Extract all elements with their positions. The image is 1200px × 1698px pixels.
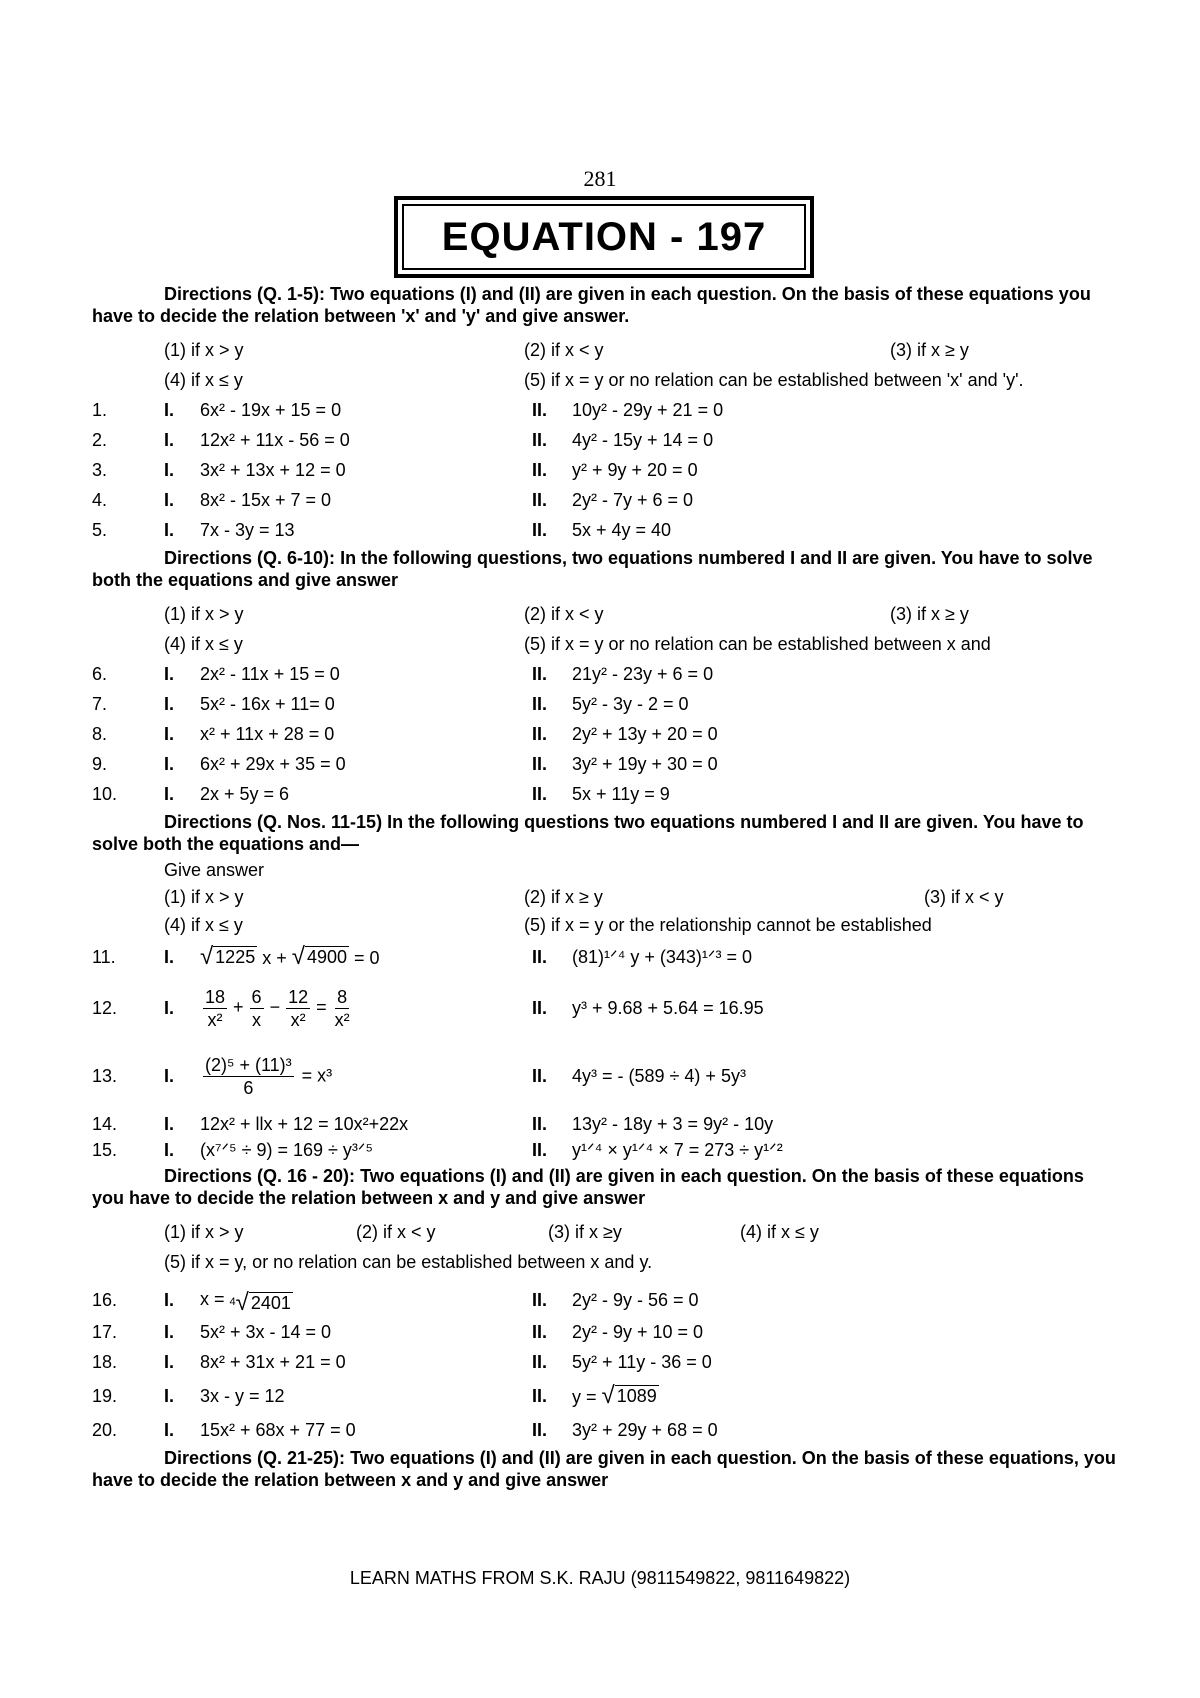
equation-i: 5x² + 3x - 14 = 0 — [200, 1322, 332, 1342]
numerator: 6 — [251, 986, 262, 1007]
option: (5) if x = y or no relation can be established between 'x' and 'y'. — [524, 370, 1024, 390]
equation-i: 5x² - 16x + 11= 0 — [200, 694, 335, 714]
denominator: 6 — [243, 1077, 254, 1098]
question-row — [92, 1317, 1118, 1347]
equation-i — [200, 1288, 532, 1316]
question-row — [92, 1377, 1118, 1415]
fraction — [250, 986, 264, 1031]
equation-i: 8x² - 15x + 7 = 0 — [200, 490, 332, 510]
label-ii: II. — [532, 1066, 548, 1086]
label-i: I. — [164, 400, 175, 420]
operator: − — [269, 996, 281, 1017]
option: (4) if x ≤ y — [164, 634, 243, 654]
option: (1) if x > y — [164, 1222, 244, 1242]
equation-ii: y² + 9y + 20 = 0 — [572, 460, 698, 480]
fraction — [333, 986, 352, 1031]
question-row — [92, 485, 1118, 515]
options-row — [92, 911, 1118, 939]
option: (5) if x = y, or no relation can be established between x and y. — [164, 1252, 653, 1272]
directions-label: Directions (Q. Nos. 11-15) — [164, 812, 383, 832]
square-root — [200, 942, 257, 970]
equation-i: 15x² + 68x + 77 = 0 — [200, 1420, 356, 1440]
label-i: I. — [164, 664, 175, 684]
question-number: 19. — [92, 1386, 118, 1406]
fraction — [203, 1054, 294, 1099]
options-row — [92, 599, 1118, 629]
operator: = — [316, 996, 327, 1017]
question-row — [92, 1415, 1118, 1445]
label-i: I. — [164, 694, 175, 714]
question-number: 7. — [92, 694, 108, 714]
operator: + — [233, 996, 244, 1017]
option: (2) if x < y — [524, 340, 604, 360]
denominator: x — [252, 1009, 262, 1030]
option: (4) if x ≤ y — [164, 370, 243, 390]
equation-ii: 3y² + 19y + 30 = 0 — [572, 754, 718, 774]
directions-q16-20 — [92, 1165, 1118, 1209]
label-i: I. — [164, 1420, 175, 1440]
equation-i: 6x² + 29x + 35 = 0 — [200, 754, 346, 774]
directions-q11-15 — [92, 811, 1118, 855]
question-number: 12. — [92, 998, 118, 1018]
denominator: x² — [290, 1009, 306, 1030]
label-i: I. — [164, 1114, 175, 1134]
radicand: 1089 — [616, 1385, 657, 1406]
equation-i: 8x² + 31x + 21 = 0 — [200, 1352, 346, 1372]
radicand: 1225 — [215, 946, 256, 967]
equation-ii: y¹ᐟ⁴ × y¹ᐟ⁴ × 7 = 273 ÷ y¹ᐟ² — [572, 1140, 783, 1160]
question-number: 18. — [92, 1352, 118, 1372]
equation-ii: 5x + 11y = 9 — [572, 784, 670, 804]
equation-i: 12x² + llx + 12 = 10x²+22x — [200, 1114, 409, 1134]
equation-ii: (81)¹ᐟ⁴ y + (343)¹ᐟ³ = 0 — [572, 947, 753, 967]
question-row — [92, 1041, 1118, 1111]
directions-label: Directions (Q. 21-25): — [164, 1448, 346, 1468]
equation-part: = 0 — [354, 947, 380, 968]
equation-i: 3x² + 13x + 12 = 0 — [200, 460, 346, 480]
directions-q1-5 — [92, 283, 1118, 327]
question-row — [92, 749, 1118, 779]
equation-ii: 3y² + 29y + 68 = 0 — [572, 1420, 718, 1440]
label-i: I. — [164, 998, 175, 1018]
option: (4) if x ≤ y — [164, 915, 243, 935]
equation-ii: 5y² - 3y - 2 = 0 — [572, 694, 689, 714]
question-number: 5. — [92, 520, 108, 540]
label-ii: II. — [532, 694, 548, 714]
radicand: 4900 — [306, 946, 347, 967]
equation-i — [200, 986, 532, 1031]
label-ii: II. — [532, 947, 548, 967]
option: (2) if x ≥ y — [524, 887, 603, 907]
directions-text: Two equations (I) and (II) are given in each question. On the basis of these equations you have to decide the relation between 'x' and 'y' and give answer. — [92, 284, 1091, 326]
equation-i — [200, 1054, 532, 1099]
label-ii: II. — [532, 1386, 548, 1406]
equation-ii: 13y² - 18y + 3 = 9y² - 10y — [572, 1114, 774, 1134]
options-row — [92, 883, 1118, 911]
equation-ii: 2y² - 7y + 6 = 0 — [572, 490, 694, 510]
equation-ii — [572, 1381, 659, 1409]
fraction — [286, 986, 310, 1031]
question-row — [92, 719, 1118, 749]
question-number: 4. — [92, 490, 108, 510]
radicand: 2401 — [250, 1292, 291, 1313]
question-number: 9. — [92, 754, 108, 774]
option: (3) if x ≥ y — [890, 340, 969, 360]
label-ii: II. — [532, 724, 548, 744]
numerator: (2)⁵ + (11)³ — [205, 1054, 292, 1075]
label-ii: II. — [532, 998, 548, 1018]
square-root — [601, 1381, 659, 1409]
equation-part: = x³ — [301, 1064, 333, 1085]
equation-ii: 5x + 4y = 40 — [572, 520, 672, 540]
equation-ii: 21y² - 23y + 6 = 0 — [572, 664, 714, 684]
label-ii: II. — [532, 1420, 548, 1440]
footer: LEARN MATHS FROM S.K. RAJU (9811549822, 9811649822) — [349, 1568, 851, 1588]
label-ii: II. — [532, 430, 548, 450]
option: (3) if x < y — [924, 887, 1004, 907]
label-ii: II. — [532, 1290, 548, 1310]
question-number: 11. — [92, 947, 116, 967]
equation-ii: y³ + 9.68 + 5.64 = 16.95 — [572, 998, 764, 1018]
equation-i: 3x - y = 12 — [200, 1386, 285, 1406]
label-i: I. — [164, 1140, 175, 1160]
label-ii: II. — [532, 754, 548, 774]
label-ii: II. — [532, 1322, 548, 1342]
label-i: I. — [164, 754, 175, 774]
question-row — [92, 779, 1118, 809]
option: (4) if x ≤ y — [740, 1222, 819, 1242]
question-number: 2. — [92, 430, 108, 450]
equation-i: 2x² - 11x + 15 = 0 — [200, 664, 340, 684]
label-ii: II. — [532, 1114, 548, 1134]
label-ii: II. — [532, 400, 548, 420]
options-row — [92, 365, 1118, 395]
square-root — [291, 942, 349, 970]
question-number: 17. — [92, 1322, 118, 1342]
label-ii: II. — [532, 1140, 548, 1160]
options-row — [92, 629, 1118, 659]
option: (3) if x ≥ y — [890, 604, 969, 624]
question-row — [92, 1283, 1118, 1317]
fourth-root — [229, 1288, 293, 1316]
option: (1) if x > y — [164, 604, 244, 624]
label-i: I. — [164, 947, 175, 967]
equation-i: 6x² - 19x + 15 = 0 — [200, 400, 342, 420]
label-i: I. — [164, 490, 175, 510]
equation-ii: 2y² + 13y + 20 = 0 — [572, 724, 718, 744]
equation-i: 12x² + 11x - 56 = 0 — [200, 430, 350, 450]
label-i: I. — [164, 1322, 175, 1342]
directions-text: In the following questions, two equations numbered I and II are given. You have to solve both the equations and give answer — [92, 548, 1093, 590]
question-row — [92, 689, 1118, 719]
equation-ii: 4y² - 15y + 14 = 0 — [572, 430, 714, 450]
page-number: 281 — [583, 166, 617, 191]
question-row — [92, 395, 1118, 425]
equation-ii: 10y² - 29y + 21 = 0 — [572, 400, 724, 420]
label-i: I. — [164, 1066, 175, 1086]
radical-sign: √ — [200, 942, 214, 970]
label-i: I. — [164, 1352, 175, 1372]
equation-i: x² + 11x + 28 = 0 — [200, 724, 335, 744]
option: (5) if x = y or the relationship cannot be established — [524, 915, 932, 935]
label-ii: II. — [532, 664, 548, 684]
radical-sign: √ — [291, 942, 305, 970]
label-i: I. — [164, 460, 175, 480]
option: (5) if x = y or no relation can be established between x and — [524, 634, 991, 654]
title-box — [394, 196, 814, 278]
equation-part: x = — [200, 1288, 225, 1309]
equation-i: 7x - 3y = 13 — [200, 520, 295, 540]
question-number: 13. — [92, 1066, 118, 1086]
option: (1) if x > y — [164, 887, 244, 907]
question-number: 20. — [92, 1420, 118, 1440]
question-number: 10. — [92, 784, 118, 804]
directions-label: Directions (Q. 16 - 20): — [164, 1166, 356, 1186]
equation-i: 2x + 5y = 6 — [200, 784, 290, 804]
equation-i: (x⁷ᐟ⁵ ÷ 9) = 169 ÷ y³ᐟ⁵ — [200, 1140, 373, 1160]
denominator: x² — [334, 1009, 350, 1030]
question-number: 6. — [92, 664, 108, 684]
question-number: 15. — [92, 1140, 118, 1160]
content — [92, 283, 1118, 1499]
label-i: I. — [164, 724, 175, 744]
options-row — [92, 1217, 1118, 1247]
directions-label: Directions (Q. 1-5): — [164, 284, 326, 304]
option: (1) if x > y — [164, 340, 244, 360]
label-i: I. — [164, 1290, 175, 1310]
label-ii: II. — [532, 1352, 548, 1372]
directions-text: Two equations (I) and (II) are given in each question. On the basis of these equations, you have to decide the relation between x and y and give answer — [92, 1448, 1116, 1490]
label-i: I. — [164, 1386, 175, 1406]
options-row — [92, 335, 1118, 365]
label-ii: II. — [532, 520, 548, 540]
directions-text: In the following questions two equations numbered I and II are given. You have to solve both the equations and— — [92, 812, 1084, 854]
equation-part: y = — [572, 1386, 597, 1407]
equation-i — [200, 942, 532, 970]
question-row — [92, 455, 1118, 485]
equation-ii: 2y² - 9y - 56 = 0 — [572, 1290, 699, 1310]
label-i: I. — [164, 784, 175, 804]
option: (2) if x < y — [524, 604, 604, 624]
question-row — [92, 515, 1118, 545]
label-ii: II. — [532, 490, 548, 510]
directions-q6-10 — [92, 547, 1118, 591]
numerator: 8 — [337, 986, 348, 1007]
label-ii: II. — [532, 784, 548, 804]
directions-text: Two equations (I) and (II) are given in each question. On the basis of these equations you have to decide the relation between x and y and give answer — [92, 1166, 1084, 1208]
question-row — [92, 975, 1118, 1041]
radical-sign: √ — [601, 1381, 615, 1409]
option: (3) if x ≥y — [548, 1222, 622, 1242]
label-i: I. — [164, 520, 175, 540]
directions-q21-25 — [92, 1447, 1118, 1491]
label-ii: II. — [532, 460, 548, 480]
equation-part: x + — [262, 947, 287, 968]
question-row — [92, 1347, 1118, 1377]
question-row — [92, 659, 1118, 689]
question-number: 16. — [92, 1290, 118, 1310]
question-number: 3. — [92, 460, 108, 480]
radical-sign: √ — [235, 1288, 249, 1316]
page-title: EQUATION - 197 — [402, 204, 806, 270]
options-row — [92, 1247, 1118, 1277]
equation-ii: 4y³ = - (589 ÷ 4) + 5y³ — [572, 1066, 746, 1086]
directions-label: Directions (Q. 6-10): — [164, 548, 336, 568]
question-number: 8. — [92, 724, 108, 744]
option: (2) if x < y — [356, 1222, 436, 1242]
question-row — [92, 1111, 1118, 1137]
question-row — [92, 939, 1118, 975]
equation-ii: 5y² + 11y - 36 = 0 — [572, 1352, 712, 1372]
numerator: 12 — [288, 986, 309, 1007]
give-answer: Give answer — [164, 860, 265, 880]
question-row — [92, 1137, 1118, 1163]
question-row — [92, 425, 1118, 455]
label-i: I. — [164, 430, 175, 450]
denominator: x² — [207, 1009, 223, 1030]
question-number: 1. — [92, 400, 108, 420]
equation-ii: 2y² - 9y + 10 = 0 — [572, 1322, 704, 1342]
root-index: 4 — [229, 1295, 236, 1308]
fraction — [203, 986, 227, 1031]
numerator: 18 — [205, 986, 226, 1007]
question-number: 14. — [92, 1114, 118, 1134]
